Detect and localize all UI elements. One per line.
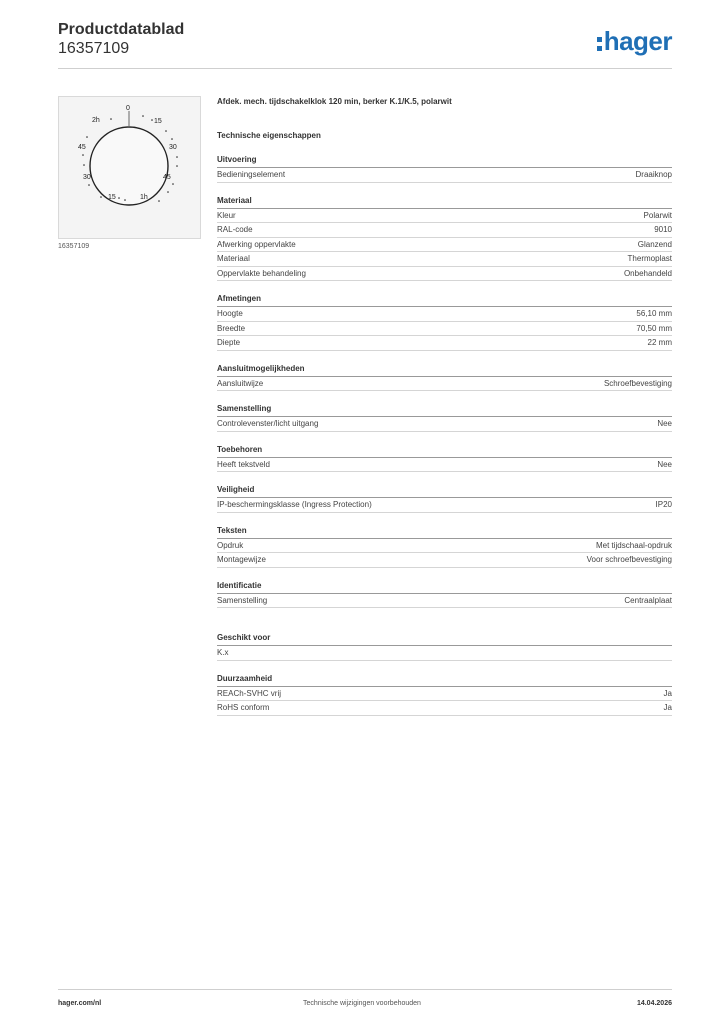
dial-ring (90, 127, 168, 205)
footer-date: 14.04.2026 (636, 1000, 672, 1007)
spec-row (217, 238, 672, 253)
logo-colon-mark (597, 34, 602, 52)
spec-label: Bedieningselement (217, 170, 286, 179)
spec-label: Opdruk (217, 540, 244, 550)
page-title: Productdatablad (58, 21, 185, 38)
spec-group (217, 154, 672, 183)
group-title: Materiaal (217, 195, 672, 209)
spec-group (217, 363, 672, 392)
footer-website[interactable]: hager.com/nl (58, 1000, 102, 1007)
spec-group (217, 403, 672, 432)
group-title: Duurzaamheid (217, 673, 672, 687)
sustainability-group (217, 673, 672, 716)
dial-label-30-left: 30 (83, 174, 91, 181)
spec-row (217, 687, 672, 702)
spec-label: Samenstelling (217, 595, 268, 605)
group-title: Veiligheid (217, 484, 672, 498)
product-image (58, 96, 201, 239)
group-title: Aansluitmogelijkheden (217, 363, 672, 377)
spec-row (217, 267, 672, 282)
spec-group (217, 484, 672, 513)
footer-disclaimer: Technische wijzigingen voorbehouden (303, 1000, 421, 1007)
spec-group (217, 444, 672, 473)
spec-row (217, 701, 672, 716)
group-title: Teksten (217, 525, 672, 539)
spec-label: RAL-code (217, 225, 253, 234)
dial-label-45-right: 45 (163, 174, 171, 181)
spec-row (217, 646, 672, 661)
group-title: Samenstelling (217, 403, 672, 417)
spec-label: Hoogte (217, 309, 243, 318)
spec-value: IP20 (655, 500, 672, 509)
spec-label: Kleur (217, 210, 236, 220)
dial-label-30-right: 30 (169, 144, 177, 151)
spec-label: Controlevenster/licht uitgang (217, 419, 319, 428)
group-title: Identificatie (217, 580, 672, 594)
spec-label: REACh-SVHC vrij (217, 688, 282, 698)
dial-label-15-top: 15 (154, 118, 162, 125)
spec-value: 70,50 mm (636, 323, 672, 333)
spec-label: Montagewijze (217, 555, 266, 564)
spec-row (217, 209, 672, 224)
spec-row (217, 252, 672, 267)
dial-label-1h: 1h (140, 194, 148, 201)
spec-value: Met tijdschaal-opdruk (595, 540, 672, 550)
spec-content (217, 96, 672, 716)
group-title: Afmetingen (217, 293, 672, 307)
spec-value: Onbehandeld (623, 268, 672, 278)
spec-row (217, 307, 672, 322)
spec-row (217, 539, 672, 554)
spec-row (217, 223, 672, 238)
spec-group (217, 525, 672, 568)
product-description: Afdek. mech. tijdschakelklok 120 min, berker K.1/K.5, polarwit (217, 97, 452, 106)
spec-label: Diepte (217, 338, 241, 347)
header-divider (58, 68, 672, 69)
spec-group (217, 293, 672, 351)
spec-label: Heeft tekstveld (217, 459, 270, 469)
spec-row (217, 498, 672, 513)
spec-row (217, 336, 672, 351)
spec-label: Aansluitwijze (217, 378, 264, 388)
spec-value: 9010 (654, 225, 672, 234)
spec-label: K.x (217, 648, 229, 657)
spec-label: IP-beschermingsklasse (Ingress Protection) (217, 500, 372, 509)
hager-logo (597, 26, 672, 57)
spec-row (217, 594, 672, 609)
spec-value: Ja (663, 688, 672, 698)
dial-label-0: 0 (126, 105, 130, 112)
spec-value: Draaiknop (635, 170, 672, 179)
spec-row (217, 458, 672, 473)
suitable-group (217, 632, 672, 661)
spec-value: Nee (657, 419, 672, 428)
spec-value: Glanzend (637, 239, 672, 249)
group-title: Uitvoering (217, 154, 672, 168)
spec-label: Breedte (217, 323, 246, 333)
dial-label-2h: 2h (92, 117, 100, 124)
footer-divider (58, 989, 672, 990)
timer-dial-illustration (59, 97, 200, 238)
spec-groups (217, 154, 672, 608)
spec-value: Schroefbevestiging (603, 378, 672, 388)
spec-value: Thermoplast (627, 254, 672, 263)
spec-label: RoHS conform (217, 703, 270, 712)
spec-value: Centraalplaat (624, 595, 672, 605)
spec-label: Oppervlakte behandeling (217, 268, 306, 278)
image-caption: 16357109 (58, 243, 90, 250)
spec-row (217, 377, 672, 392)
spec-value: Polarwit (643, 210, 672, 220)
spec-group (217, 195, 672, 282)
spec-label: Afwerking oppervlakte (217, 239, 296, 249)
spec-row (217, 168, 672, 183)
dial-label-45-left: 45 (78, 144, 86, 151)
spec-value: Voor schroefbevestiging (586, 555, 672, 564)
page-header (58, 20, 672, 70)
spec-label: Materiaal (217, 254, 250, 263)
logo-text: hager (603, 26, 672, 56)
spec-value: Nee (657, 459, 672, 469)
group-title: Geschikt voor (217, 632, 672, 646)
spec-value: Ja (663, 703, 672, 712)
dial-label-15-bottom: 15 (108, 194, 116, 201)
spec-group (217, 580, 672, 609)
spec-row (217, 553, 672, 568)
section-heading: Technische eigenschappen (217, 131, 321, 140)
spec-row (217, 417, 672, 432)
spec-value: 56,10 mm (636, 309, 672, 318)
document-number: 16357109 (58, 40, 130, 57)
group-title: Toebehoren (217, 444, 672, 458)
spec-value: 22 mm (647, 338, 672, 347)
spec-row (217, 322, 672, 337)
